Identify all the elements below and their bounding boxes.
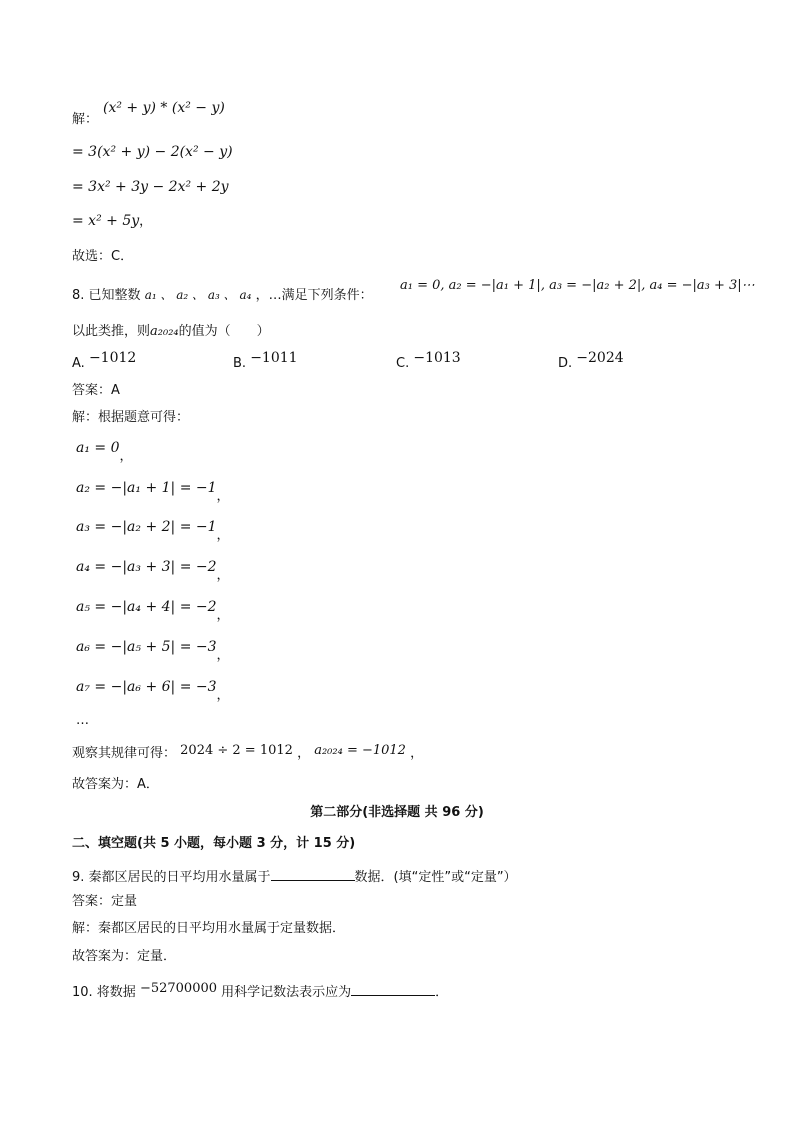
solution-step-expr: a₃ = −|a₂ + 2| = −1 bbox=[76, 519, 217, 535]
solution-ellipsis: … bbox=[76, 713, 89, 728]
solution-step-expr: a₇ = −|a₆ + 6| = −3 bbox=[76, 679, 217, 695]
observation-expr: 2024 ÷ 2 = 1012 bbox=[180, 743, 293, 758]
solution-expression: (x² + y) * (x² − y) bbox=[103, 100, 225, 116]
question-10-mid: 用科学记数法表示应为 bbox=[221, 985, 352, 1000]
question-10-prefix: 10. 将数据 bbox=[72, 985, 136, 1000]
solution-step bbox=[76, 440, 133, 464]
question-8-prefix: 8. 已知整数 bbox=[72, 288, 141, 303]
solution-step bbox=[72, 214, 152, 228]
question-8-observation bbox=[72, 743, 424, 761]
solution-step-expr: a₆ = −|a₅ + 5| = −3 bbox=[76, 639, 217, 655]
question-8-answer: 答案：A bbox=[72, 383, 120, 398]
answer-blank[interactable] bbox=[351, 983, 435, 996]
question-9-conclusion: 故答案为：定量． bbox=[72, 949, 177, 964]
section-heading: 二、填空题(共 5 小题，每小题 3 分，计 15 分) bbox=[72, 836, 356, 851]
observation-expr: a₂₀₂₄ = −1012 bbox=[314, 743, 406, 758]
option-letter: C. bbox=[396, 356, 410, 371]
solution-step-tail: ， bbox=[216, 688, 230, 703]
question-9-stem bbox=[72, 868, 517, 884]
solution-step: = 3x² + 3y − 2x² + 2y bbox=[72, 179, 229, 195]
solution-step-tail: ， bbox=[139, 214, 153, 229]
solution-step: = 3(x² + y) − 2(x² − y) bbox=[72, 144, 233, 160]
question-9-solution: 解：秦都区居民的日平均用水量属于定量数据． bbox=[72, 921, 346, 936]
option-value: −2024 bbox=[576, 350, 624, 366]
question-9-prefix: 9. 秦都区居民的日平均用水量属于 bbox=[72, 870, 271, 885]
solution-step-tail: ， bbox=[216, 568, 230, 583]
part-title: 第二部分(非选择题 共 96 分) bbox=[310, 805, 484, 820]
question-8-solution-intro: 解：根据题意可得： bbox=[72, 410, 190, 425]
solution-step-tail: ， bbox=[119, 449, 133, 464]
solution-step bbox=[76, 679, 230, 703]
solution-step-expr: a₂ = −|a₁ + 1| = −1 bbox=[76, 480, 217, 496]
question-8-line2-var: a₂₀₂₄ bbox=[150, 324, 179, 339]
solution-step bbox=[76, 639, 230, 663]
question-10-tail: ． bbox=[435, 985, 449, 1000]
question-10-stem bbox=[72, 983, 448, 999]
solution-choice: 故选：C． bbox=[72, 249, 134, 264]
solution-step-expr: a₅ = −|a₄ + 4| = −2 bbox=[76, 599, 217, 615]
option-value: −1011 bbox=[250, 350, 298, 366]
solution-step-tail: ， bbox=[216, 489, 230, 504]
option-d bbox=[558, 350, 624, 371]
option-value: −1013 bbox=[413, 350, 461, 366]
solution-step-tail: ， bbox=[216, 608, 230, 623]
option-a bbox=[72, 350, 137, 371]
solution-step-expr: = x² + 5y bbox=[72, 213, 140, 229]
option-value: −1012 bbox=[88, 350, 137, 366]
observation-tail: ， bbox=[410, 746, 424, 761]
option-letter: B. bbox=[233, 356, 247, 371]
question-8-line2-prefix: 以此类推，则 bbox=[72, 324, 151, 339]
option-c bbox=[396, 350, 461, 371]
solution-step-expr: a₁ = 0 bbox=[76, 440, 120, 456]
question-8-mid: ，…满足下列条件： bbox=[255, 288, 373, 303]
option-letter: A. bbox=[72, 356, 85, 371]
solution-step bbox=[76, 599, 230, 623]
option-b bbox=[233, 350, 298, 371]
question-8-stem bbox=[72, 289, 373, 302]
observation-prefix: 观察其规律可得： bbox=[72, 746, 177, 761]
question-8-formula: a₁ = 0, a₂ = −|a₁ + 1|, a₃ = −|a₂ + 2|, a₄ = −|a₃ + 3|⋯ bbox=[400, 278, 755, 293]
question-9-suffix: 数据．(填“定性”或“定量”） bbox=[354, 870, 517, 885]
question-8-line2-suffix: 的值为（ ） bbox=[178, 324, 270, 339]
question-8-conclusion: 故答案为：A． bbox=[72, 777, 159, 792]
solution-step bbox=[76, 480, 230, 504]
solution-step bbox=[76, 519, 230, 543]
solution-step bbox=[76, 559, 230, 583]
question-8-vars: a₁ 、 a₂ 、 a₃ 、 a₄ bbox=[144, 288, 252, 302]
observation-separator: ， bbox=[297, 746, 311, 761]
answer-blank[interactable] bbox=[271, 868, 355, 881]
question-10-number: −52700000 bbox=[139, 981, 218, 996]
question-8-stem-line2 bbox=[72, 325, 270, 338]
question-9-answer: 答案：定量 bbox=[72, 894, 138, 909]
solution-step-tail: ， bbox=[216, 648, 230, 663]
solution-step-expr: a₄ = −|a₃ + 3| = −2 bbox=[76, 559, 217, 575]
solution-label: 解： bbox=[72, 112, 99, 127]
solution-step-tail: ， bbox=[216, 528, 230, 543]
option-letter: D. bbox=[558, 356, 573, 371]
